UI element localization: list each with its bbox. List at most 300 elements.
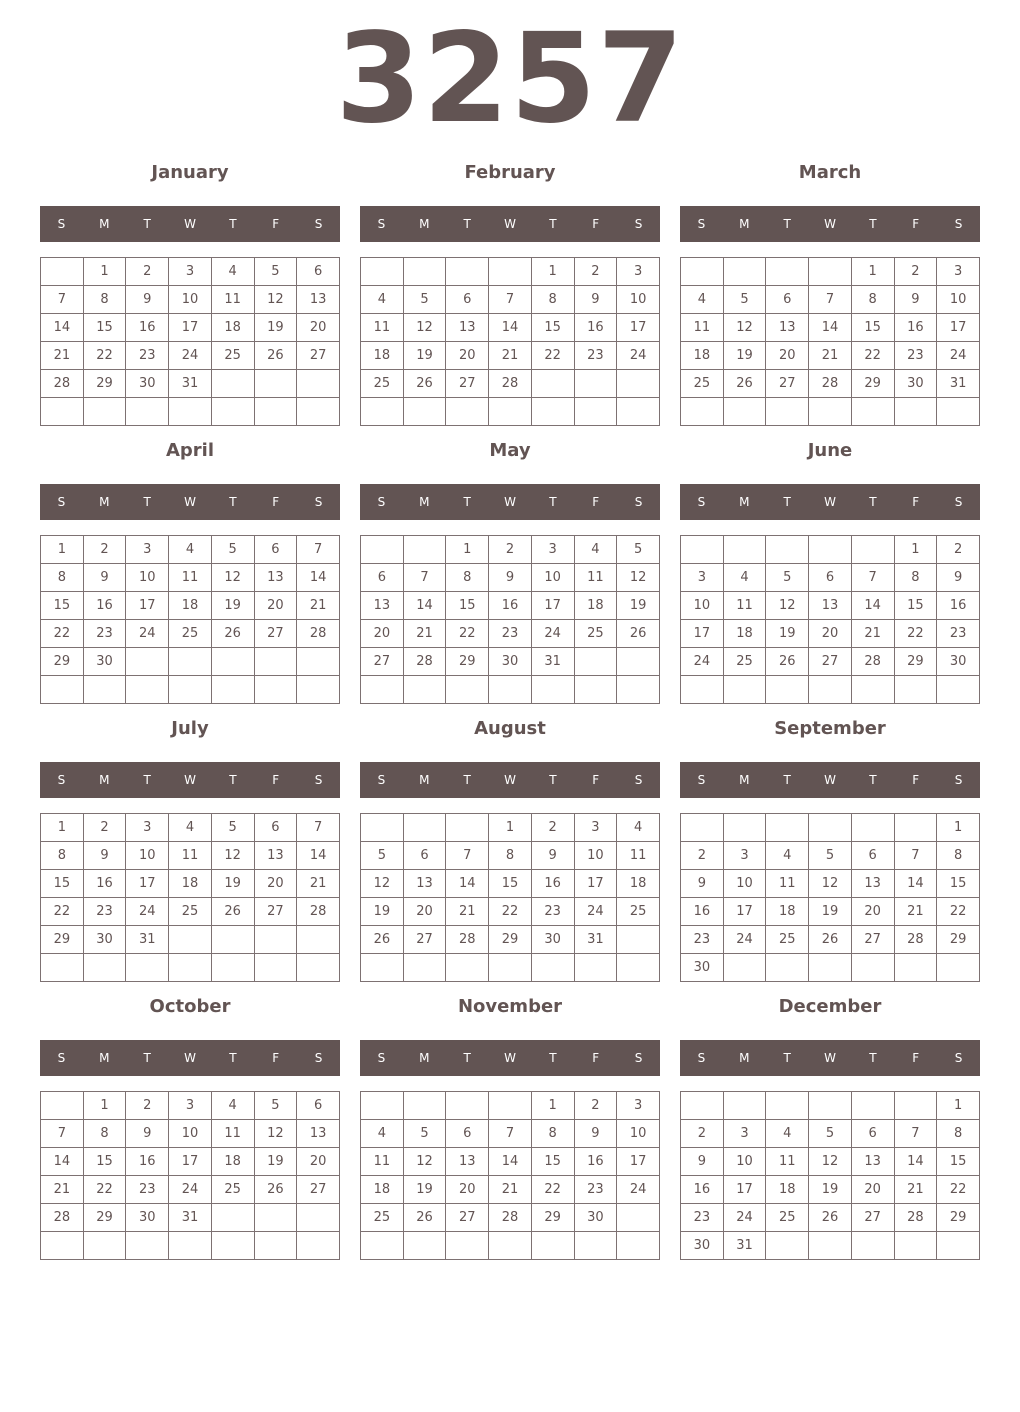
day-cell: 24 — [169, 1176, 212, 1204]
day-cell: 4 — [169, 814, 212, 842]
day-cell: 9 — [937, 564, 980, 592]
day-cell: 6 — [403, 842, 446, 870]
day-cell: 17 — [574, 870, 617, 898]
week-row — [681, 286, 980, 314]
day-cell: 19 — [361, 898, 404, 926]
week-row — [681, 592, 980, 620]
day-cell: 20 — [809, 620, 852, 648]
day-cell: 12 — [403, 1148, 446, 1176]
weekday-label: S — [697, 1051, 706, 1065]
day-cell — [297, 648, 340, 676]
day-cell: 6 — [297, 258, 340, 286]
weekday-label: S — [314, 773, 323, 787]
weekday-label: T — [143, 1051, 151, 1065]
weekday-header — [680, 484, 980, 520]
day-cell — [617, 954, 660, 982]
day-cell: 20 — [851, 1176, 894, 1204]
day-cell — [723, 258, 766, 286]
day-cell: 5 — [809, 842, 852, 870]
weekday-label: F — [272, 495, 280, 509]
day-cell: 9 — [681, 1148, 724, 1176]
week-row — [361, 592, 660, 620]
day-cell: 17 — [126, 592, 169, 620]
week-row — [681, 954, 980, 982]
day-cell: 14 — [851, 592, 894, 620]
day-cell: 3 — [723, 1120, 766, 1148]
day-cell — [809, 676, 852, 704]
day-cell: 7 — [297, 814, 340, 842]
day-cell — [489, 1092, 532, 1120]
day-cell: 30 — [681, 954, 724, 982]
day-cell: 28 — [489, 370, 532, 398]
day-cell: 1 — [937, 814, 980, 842]
day-cell — [681, 258, 724, 286]
day-grid — [40, 813, 340, 982]
day-cell: 12 — [361, 870, 404, 898]
day-cell: 24 — [681, 648, 724, 676]
weekday-label: F — [912, 217, 920, 231]
day-cell — [169, 398, 212, 426]
day-cell: 27 — [446, 1204, 489, 1232]
weekday-label: M — [739, 773, 750, 787]
day-cell: 7 — [403, 564, 446, 592]
day-cell: 18 — [766, 898, 809, 926]
day-cell: 31 — [723, 1232, 766, 1260]
month-name: May — [489, 440, 531, 461]
weekday-label: F — [912, 773, 920, 787]
weekday-label: M — [739, 1051, 750, 1065]
day-cell — [41, 1092, 84, 1120]
day-cell: 25 — [169, 898, 212, 926]
week-row — [681, 342, 980, 370]
week-row — [361, 1120, 660, 1148]
day-cell: 4 — [681, 286, 724, 314]
day-cell: 30 — [126, 370, 169, 398]
day-cell: 16 — [531, 870, 574, 898]
day-cell: 29 — [851, 370, 894, 398]
day-cell: 27 — [809, 648, 852, 676]
day-cell: 25 — [211, 1176, 254, 1204]
day-cell: 27 — [254, 898, 297, 926]
day-cell: 12 — [254, 286, 297, 314]
day-cell: 24 — [531, 620, 574, 648]
day-cell: 6 — [297, 1092, 340, 1120]
day-cell: 18 — [766, 1176, 809, 1204]
day-cell: 6 — [851, 842, 894, 870]
day-cell: 4 — [723, 564, 766, 592]
day-cell: 10 — [169, 1120, 212, 1148]
day-cell: 28 — [41, 370, 84, 398]
day-cell: 16 — [126, 1148, 169, 1176]
day-cell — [169, 926, 212, 954]
week-row — [361, 564, 660, 592]
day-grid — [680, 1091, 980, 1260]
day-cell: 28 — [894, 1204, 937, 1232]
weekday-label: W — [184, 1051, 196, 1065]
day-cell: 12 — [723, 314, 766, 342]
day-cell — [254, 926, 297, 954]
day-cell — [403, 814, 446, 842]
day-cell: 13 — [297, 1120, 340, 1148]
day-cell: 20 — [254, 592, 297, 620]
day-cell: 16 — [894, 314, 937, 342]
day-cell: 30 — [489, 648, 532, 676]
day-cell: 2 — [126, 258, 169, 286]
day-cell: 16 — [681, 1176, 724, 1204]
week-row — [361, 676, 660, 704]
day-cell: 28 — [489, 1204, 532, 1232]
day-cell: 9 — [681, 870, 724, 898]
day-cell — [489, 398, 532, 426]
weekday-label: S — [377, 773, 386, 787]
day-cell: 18 — [211, 1148, 254, 1176]
day-cell: 16 — [83, 592, 126, 620]
day-cell: 2 — [681, 842, 724, 870]
day-cell — [361, 258, 404, 286]
day-cell — [894, 1092, 937, 1120]
day-cell: 28 — [809, 370, 852, 398]
weekday-label: M — [419, 495, 430, 509]
day-cell: 27 — [766, 370, 809, 398]
day-cell: 21 — [41, 1176, 84, 1204]
day-cell: 24 — [126, 898, 169, 926]
day-cell — [446, 814, 489, 842]
weekday-label: S — [697, 495, 706, 509]
day-cell: 2 — [574, 258, 617, 286]
day-cell — [937, 676, 980, 704]
day-cell — [211, 648, 254, 676]
day-cell — [211, 398, 254, 426]
day-cell — [169, 676, 212, 704]
day-cell — [41, 676, 84, 704]
day-cell: 19 — [809, 1176, 852, 1204]
day-cell: 3 — [126, 536, 169, 564]
day-cell: 7 — [894, 1120, 937, 1148]
day-cell: 26 — [809, 1204, 852, 1232]
weekday-label: T — [783, 217, 791, 231]
day-cell: 2 — [894, 258, 937, 286]
day-cell: 25 — [723, 648, 766, 676]
day-cell: 7 — [851, 564, 894, 592]
day-cell — [254, 954, 297, 982]
weekday-label: T — [229, 773, 237, 787]
day-grid — [360, 535, 660, 704]
weekday-header — [360, 1040, 660, 1076]
day-cell: 22 — [41, 620, 84, 648]
day-cell: 19 — [809, 898, 852, 926]
day-cell — [809, 814, 852, 842]
week-row — [681, 314, 980, 342]
day-cell: 9 — [489, 564, 532, 592]
day-cell: 12 — [211, 564, 254, 592]
day-cell: 27 — [297, 1176, 340, 1204]
day-cell: 1 — [446, 536, 489, 564]
week-row — [681, 648, 980, 676]
weekday-label: F — [592, 773, 600, 787]
day-cell: 3 — [937, 258, 980, 286]
weekday-label: T — [549, 1051, 557, 1065]
day-cell — [766, 814, 809, 842]
day-cell: 16 — [489, 592, 532, 620]
month-name: August — [474, 718, 546, 739]
day-cell: 17 — [723, 898, 766, 926]
day-cell — [211, 370, 254, 398]
day-cell — [361, 398, 404, 426]
day-grid — [680, 813, 980, 982]
week-row — [361, 1092, 660, 1120]
day-cell: 26 — [211, 898, 254, 926]
day-cell: 10 — [937, 286, 980, 314]
day-cell: 18 — [169, 592, 212, 620]
day-cell: 15 — [531, 1148, 574, 1176]
week-row — [681, 1148, 980, 1176]
day-cell: 1 — [83, 258, 126, 286]
day-grid — [680, 535, 980, 704]
day-cell — [83, 954, 126, 982]
day-cell: 6 — [851, 1120, 894, 1148]
day-cell: 29 — [937, 926, 980, 954]
day-cell: 10 — [126, 564, 169, 592]
day-grid — [360, 813, 660, 982]
day-cell: 8 — [937, 1120, 980, 1148]
day-cell: 15 — [531, 314, 574, 342]
day-cell — [489, 258, 532, 286]
weekday-label: S — [57, 773, 66, 787]
day-cell — [126, 1232, 169, 1260]
day-cell — [211, 676, 254, 704]
day-cell — [574, 954, 617, 982]
day-cell — [766, 676, 809, 704]
day-grid — [40, 1091, 340, 1260]
day-cell: 17 — [937, 314, 980, 342]
month-name: June — [807, 440, 853, 461]
day-cell: 18 — [361, 342, 404, 370]
day-cell: 4 — [361, 286, 404, 314]
day-cell: 4 — [766, 1120, 809, 1148]
day-cell — [297, 926, 340, 954]
day-cell: 16 — [574, 314, 617, 342]
weekday-header — [40, 1040, 340, 1076]
day-cell — [894, 1232, 937, 1260]
day-cell — [851, 1092, 894, 1120]
day-cell: 21 — [41, 342, 84, 370]
week-row — [681, 1232, 980, 1260]
day-cell: 13 — [297, 286, 340, 314]
weekday-label: S — [634, 217, 643, 231]
day-cell — [403, 258, 446, 286]
day-cell: 13 — [851, 1148, 894, 1176]
week-row — [41, 926, 340, 954]
day-cell — [894, 398, 937, 426]
day-cell: 14 — [894, 1148, 937, 1176]
day-cell — [574, 648, 617, 676]
day-cell: 8 — [41, 842, 84, 870]
weekday-label: T — [549, 217, 557, 231]
weekday-label: S — [954, 495, 963, 509]
weekday-label: T — [783, 495, 791, 509]
day-cell: 30 — [83, 648, 126, 676]
day-cell: 10 — [723, 870, 766, 898]
day-cell: 28 — [297, 620, 340, 648]
weekday-header — [360, 206, 660, 242]
day-cell: 4 — [211, 1092, 254, 1120]
day-cell: 10 — [681, 592, 724, 620]
week-row — [41, 342, 340, 370]
weekday-label: W — [504, 1051, 516, 1065]
month-name: November — [457, 996, 563, 1017]
day-cell: 20 — [446, 342, 489, 370]
day-cell: 14 — [489, 314, 532, 342]
weekday-label: S — [57, 217, 66, 231]
week-row — [681, 814, 980, 842]
day-cell: 5 — [403, 1120, 446, 1148]
day-cell — [254, 648, 297, 676]
week-row — [41, 536, 340, 564]
day-cell: 12 — [254, 1120, 297, 1148]
day-cell — [617, 648, 660, 676]
day-cell: 17 — [126, 870, 169, 898]
day-cell: 17 — [531, 592, 574, 620]
week-row — [681, 1092, 980, 1120]
day-cell: 26 — [403, 1204, 446, 1232]
day-cell: 14 — [297, 564, 340, 592]
day-cell: 1 — [851, 258, 894, 286]
day-cell: 29 — [41, 926, 84, 954]
day-cell: 14 — [809, 314, 852, 342]
weekday-label: S — [697, 217, 706, 231]
week-row — [361, 898, 660, 926]
day-cell: 4 — [574, 536, 617, 564]
day-cell: 17 — [169, 1148, 212, 1176]
day-cell: 29 — [937, 1204, 980, 1232]
day-cell: 8 — [83, 286, 126, 314]
day-cell: 13 — [361, 592, 404, 620]
day-cell: 15 — [41, 870, 84, 898]
weekday-header — [680, 762, 980, 798]
day-cell — [723, 536, 766, 564]
day-cell: 7 — [809, 286, 852, 314]
weekday-label: M — [739, 495, 750, 509]
weekday-label: T — [463, 773, 471, 787]
day-cell: 28 — [403, 648, 446, 676]
day-cell: 23 — [681, 926, 724, 954]
day-cell: 7 — [41, 286, 84, 314]
week-row — [361, 926, 660, 954]
day-cell: 24 — [723, 1204, 766, 1232]
day-cell: 5 — [211, 536, 254, 564]
day-cell: 10 — [723, 1148, 766, 1176]
day-cell: 8 — [894, 564, 937, 592]
day-cell: 27 — [361, 648, 404, 676]
day-cell: 23 — [126, 1176, 169, 1204]
day-cell: 11 — [211, 286, 254, 314]
day-cell: 12 — [617, 564, 660, 592]
day-cell: 15 — [937, 1148, 980, 1176]
weekday-label: F — [592, 495, 600, 509]
day-cell — [531, 1232, 574, 1260]
day-cell: 23 — [681, 1204, 724, 1232]
day-cell: 17 — [723, 1176, 766, 1204]
day-cell: 5 — [361, 842, 404, 870]
weekday-label: F — [592, 217, 600, 231]
day-cell: 26 — [809, 926, 852, 954]
day-cell — [403, 536, 446, 564]
day-cell: 4 — [766, 842, 809, 870]
day-cell: 15 — [489, 870, 532, 898]
day-cell: 9 — [894, 286, 937, 314]
weekday-label: M — [419, 217, 430, 231]
day-cell: 1 — [531, 258, 574, 286]
day-cell — [766, 1092, 809, 1120]
day-grid — [360, 1091, 660, 1260]
weekday-label: T — [869, 495, 877, 509]
day-cell: 3 — [574, 814, 617, 842]
week-row — [681, 926, 980, 954]
day-cell: 19 — [211, 870, 254, 898]
week-row — [681, 1204, 980, 1232]
day-cell: 11 — [169, 842, 212, 870]
day-cell: 26 — [361, 926, 404, 954]
day-cell — [297, 398, 340, 426]
day-cell — [937, 1232, 980, 1260]
day-cell: 27 — [851, 1204, 894, 1232]
day-cell — [446, 258, 489, 286]
day-cell — [211, 1204, 254, 1232]
day-cell: 21 — [297, 592, 340, 620]
day-cell — [41, 398, 84, 426]
day-cell — [617, 398, 660, 426]
day-cell: 16 — [83, 870, 126, 898]
day-cell — [211, 1232, 254, 1260]
day-cell — [41, 954, 84, 982]
weekday-label: S — [314, 217, 323, 231]
weekday-label: M — [99, 495, 110, 509]
weekday-label: W — [504, 495, 516, 509]
day-cell: 10 — [574, 842, 617, 870]
week-row — [41, 1176, 340, 1204]
day-cell: 25 — [681, 370, 724, 398]
day-cell: 1 — [83, 1092, 126, 1120]
week-row — [361, 648, 660, 676]
day-cell: 7 — [297, 536, 340, 564]
day-cell: 15 — [83, 314, 126, 342]
weekday-label: F — [912, 1051, 920, 1065]
day-cell: 21 — [489, 1176, 532, 1204]
day-cell: 22 — [937, 1176, 980, 1204]
day-cell: 26 — [723, 370, 766, 398]
weekday-header — [40, 762, 340, 798]
day-cell: 10 — [169, 286, 212, 314]
day-cell: 13 — [254, 564, 297, 592]
weekday-label: S — [697, 773, 706, 787]
day-cell: 28 — [446, 926, 489, 954]
week-row — [41, 620, 340, 648]
day-cell: 17 — [617, 1148, 660, 1176]
day-cell: 1 — [41, 536, 84, 564]
day-cell: 30 — [937, 648, 980, 676]
month-name: October — [149, 996, 231, 1017]
day-cell — [531, 398, 574, 426]
weekday-label: T — [549, 773, 557, 787]
day-cell — [766, 398, 809, 426]
day-cell — [617, 676, 660, 704]
weekday-label: W — [824, 495, 836, 509]
day-cell: 7 — [894, 842, 937, 870]
weekday-label: S — [954, 217, 963, 231]
day-cell: 11 — [617, 842, 660, 870]
week-row — [681, 898, 980, 926]
weekday-label: S — [377, 495, 386, 509]
